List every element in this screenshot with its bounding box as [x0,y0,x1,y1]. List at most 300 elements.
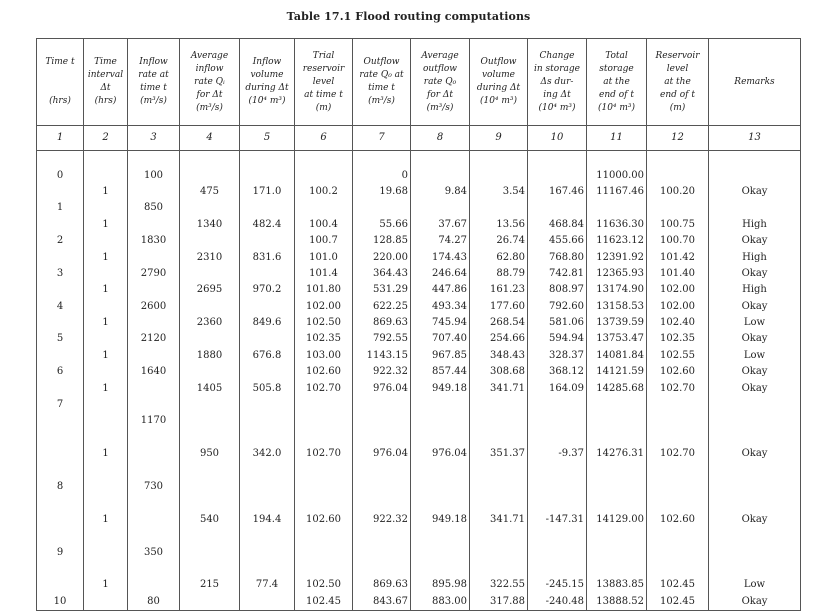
table-cell [128,282,180,298]
table-cell: 351.37 [470,446,528,462]
table-cell: 102.70 [647,380,709,396]
table-cell [587,200,647,216]
table-cell [528,495,587,511]
table-cell: 13.56 [470,217,528,233]
column-number: 11 [587,126,647,151]
table-cell: Okay [709,184,801,200]
column-header-line: (m³/s) [426,102,454,113]
column-header [587,39,647,126]
table-cell [84,594,128,611]
table-cell [647,430,709,446]
column-header-line: level [312,76,335,87]
table-cell [470,151,528,168]
table-cell: 350 [128,544,180,560]
table-row [37,200,801,216]
table-cell [240,299,295,315]
column-header-line [39,69,81,82]
table-cell: 2360 [180,315,240,331]
table-cell: 1 [84,315,128,331]
table-cell: 676.8 [240,348,295,364]
table-row [37,364,801,380]
table-cell [128,151,180,168]
table-cell [587,479,647,495]
table-cell [240,331,295,347]
column-header-line: end of t [599,89,634,100]
table-cell: 949.18 [411,512,470,528]
table-cell: 167.46 [528,184,587,200]
table-cell [587,561,647,577]
table-cell: 730 [128,479,180,495]
table-cell: 102.35 [647,331,709,347]
column-header [353,39,411,126]
table-cell [353,495,411,511]
table-cell: 13158.53 [587,299,647,315]
table-cell: 831.6 [240,249,295,265]
table-cell [240,151,295,168]
table-cell [353,462,411,478]
table-cell [180,200,240,216]
table-cell: 707.40 [411,331,470,347]
table-cell: 14129.00 [587,512,647,528]
table-cell [128,315,180,331]
table-cell: 455.66 [528,233,587,249]
table-cell [37,446,84,462]
table-cell [470,167,528,183]
table-cell [528,561,587,577]
table-cell [295,544,353,560]
table-cell [180,413,240,429]
column-header-line: volume [481,70,516,80]
table-cell [37,249,84,265]
table-cell: 493.34 [411,299,470,315]
table-cell [180,479,240,495]
table-row [37,544,801,560]
table-cell [180,430,240,446]
column-header [128,39,180,126]
table-cell: 246.64 [411,266,470,282]
table-cell: 9.84 [411,184,470,200]
table-cell: Okay [709,446,801,462]
table-cell [128,462,180,478]
table-cell [240,528,295,544]
table-cell: 976.04 [353,380,411,396]
table-cell [587,495,647,511]
table-cell [84,364,128,380]
table-cell: 102.55 [647,348,709,364]
table-cell [84,331,128,347]
table-cell [587,528,647,544]
table-cell: 808.97 [528,282,587,298]
table-cell: 11167.46 [587,184,647,200]
column-header [84,39,128,126]
table-cell [528,397,587,413]
table-cell [353,397,411,413]
table-cell [180,331,240,347]
column-header-line: outflow [423,63,457,74]
table-cell: 850 [128,200,180,216]
table-cell [180,167,240,183]
table-cell: 77.4 [240,577,295,593]
table-cell: 171.0 [240,184,295,200]
table-cell [411,528,470,544]
table-cell [470,200,528,216]
table-cell [295,167,353,183]
table-cell: 161.23 [470,282,528,298]
table-cell [647,462,709,478]
table-row [37,380,801,396]
table-cell: 7 [37,397,84,413]
table-cell [240,594,295,611]
table-cell [240,479,295,495]
table-cell [37,184,84,200]
table-cell: Okay [709,512,801,528]
table-cell: 849.6 [240,315,295,331]
table-cell: 102.70 [295,380,353,396]
table-cell [528,413,587,429]
table-cell [587,462,647,478]
table-cell: 1 [84,184,128,200]
table-cell [84,200,128,216]
table-cell [353,479,411,495]
table-cell: 1 [84,282,128,298]
table-cell: 10 [37,594,84,611]
column-header-line: Time t [45,57,75,67]
column-header-line: (hrs) [94,96,117,106]
table-cell [528,167,587,183]
column-header-line: for Δt [426,89,454,100]
table-cell [240,430,295,446]
table-cell [180,495,240,511]
column-number: 12 [647,126,709,151]
table-cell [587,544,647,560]
column-header-line: rate Q₀ [423,76,457,87]
table-cell: -9.37 [528,446,587,462]
table-cell: 26.74 [470,233,528,249]
table-cell: 869.63 [353,577,411,593]
table-cell [37,348,84,364]
table-cell [128,397,180,413]
table-cell [37,577,84,593]
table-cell: 745.94 [411,315,470,331]
table-cell [647,167,709,183]
table-cell: 14285.68 [587,380,647,396]
table-cell [709,495,801,511]
table-cell [84,151,128,168]
table-cell [353,528,411,544]
column-number: 7 [353,126,411,151]
column-header-line: (m³/s) [196,102,223,113]
column-header-line: (10⁴ m³) [479,96,518,106]
table-row [37,217,801,233]
table-cell [470,528,528,544]
table-cell [128,512,180,528]
table-cell: 317.88 [470,594,528,611]
table-cell: 857.44 [411,364,470,380]
table-cell [295,413,353,429]
table-cell [84,479,128,495]
column-number: 13 [709,126,801,151]
flood-routing-table [36,38,801,611]
column-header-line: (m³/s) [368,96,395,106]
table-row [37,528,801,544]
table-cell [240,561,295,577]
column-number: 1 [37,126,84,151]
table-cell: 101.80 [295,282,353,298]
column-header-line: for Δt [196,89,223,100]
table-cell: 102.70 [647,446,709,462]
table-cell: 74.27 [411,233,470,249]
table-cell [37,217,84,233]
table-cell: 102.00 [647,299,709,315]
table-cell: 62.80 [470,249,528,265]
table-cell: 2 [37,233,84,249]
table-cell: 1340 [180,217,240,233]
table-cell [240,266,295,282]
column-number: 6 [295,126,353,151]
table-cell: 895.98 [411,577,470,593]
table-cell [295,462,353,478]
table-cell: 976.04 [411,446,470,462]
table-cell [587,430,647,446]
table-cell [647,528,709,544]
column-header-line: Time [94,57,117,67]
table-cell: 342.0 [240,446,295,462]
column-header-line: Total [605,50,628,61]
table-cell: 768.80 [528,249,587,265]
table-row [37,151,801,168]
table-cell: High [709,217,801,233]
table-cell: 102.60 [295,364,353,380]
table-cell: 348.43 [470,348,528,364]
table-cell: Okay [709,594,801,611]
table-cell [128,380,180,396]
table-cell: 102.45 [647,577,709,593]
table-cell: 1170 [128,413,180,429]
table-cell: 475 [180,184,240,200]
table-cell: 581.06 [528,315,587,331]
table-cell: 505.8 [240,380,295,396]
column-header-line: during Δt [245,83,289,93]
table-row [37,495,801,511]
table-cell: 102.40 [647,315,709,331]
table-cell [37,413,84,429]
table-cell: 468.84 [528,217,587,233]
table-row [37,299,801,315]
table-cell: 11000.00 [587,167,647,183]
table-cell: Okay [709,266,801,282]
table-cell [180,364,240,380]
table-cell: 3.54 [470,184,528,200]
table-cell [647,413,709,429]
table-cell: 102.45 [647,594,709,611]
table-cell: 177.60 [470,299,528,315]
column-header-line: time t [368,83,395,93]
table-cell [411,397,470,413]
table-cell: 1 [84,217,128,233]
table-cell [709,528,801,544]
table-cell: 531.29 [353,282,411,298]
table-cell [240,200,295,216]
table-cell: 254.66 [470,331,528,347]
table-cell [528,528,587,544]
column-header-line: at time t [304,89,343,100]
column-header-line: storage [599,63,634,74]
table-cell: 1 [84,249,128,265]
column-number: 9 [470,126,528,151]
table-cell: 1 [84,512,128,528]
table-cell: 950 [180,446,240,462]
column-header-line: rate Qᵢ [194,76,225,87]
table-cell: -147.31 [528,512,587,528]
column-header-line: Δt [100,83,111,93]
table-row [37,397,801,413]
table-cell [37,462,84,478]
table-cell: 194.4 [240,512,295,528]
table-cell: 967.85 [411,348,470,364]
table-cell: 11623.12 [587,233,647,249]
table-row [37,331,801,347]
table-cell [84,528,128,544]
table-cell: 128.85 [353,233,411,249]
table-cell: 101.4 [295,266,353,282]
table-cell [411,200,470,216]
table-cell: 13888.52 [587,594,647,611]
table-cell [84,397,128,413]
table-cell: Okay [709,380,801,396]
column-number: 10 [528,126,587,151]
table-row [37,462,801,478]
column-header-line: Inflow [252,57,282,67]
table-cell: 13883.85 [587,577,647,593]
table-cell: 5 [37,331,84,347]
table-cell [528,462,587,478]
column-header-line: (m) [315,102,332,113]
column-header [180,39,240,126]
table-cell [240,233,295,249]
column-number: 8 [411,126,470,151]
table-cell [470,561,528,577]
table-cell: Okay [709,364,801,380]
table-cell: 101.40 [647,266,709,282]
column-header-line [39,82,81,95]
table-cell: 102.70 [295,446,353,462]
table-cell: Okay [709,331,801,347]
table-cell: 3 [37,266,84,282]
table-cell [295,561,353,577]
table-cell: 328.37 [528,348,587,364]
table-cell: 100 [128,167,180,183]
table-cell [240,397,295,413]
table-cell: 1 [84,577,128,593]
table-cell [84,167,128,183]
table-cell: 742.81 [528,266,587,282]
table-cell: 1830 [128,233,180,249]
table-cell: 100.7 [295,233,353,249]
table-cell: 8 [37,479,84,495]
table-cell [180,561,240,577]
table-cell [240,364,295,380]
table-cell: 88.79 [470,266,528,282]
column-header-line: Δs dur- [540,76,574,87]
table-cell [180,151,240,168]
table-cell [37,528,84,544]
table-cell: 0 [353,167,411,183]
table-cell [37,315,84,331]
table-cell [128,577,180,593]
table-cell: 447.86 [411,282,470,298]
table-cell: 843.67 [353,594,411,611]
column-header-line: Inflow [139,57,168,67]
column-header-line: rate Q₀ at [359,70,404,80]
table-cell: 308.68 [470,364,528,380]
table-cell [411,561,470,577]
table-cell [353,151,411,168]
table-cell: 2310 [180,249,240,265]
table-cell: 102.00 [647,282,709,298]
table-row [37,184,801,200]
table-cell: 1640 [128,364,180,380]
table-cell: 341.71 [470,380,528,396]
table-row [37,561,801,577]
table-cell: 4 [37,299,84,315]
column-number: 3 [128,126,180,151]
table-cell [709,462,801,478]
table-cell: 102.50 [295,577,353,593]
table-cell [709,413,801,429]
table-cell [128,561,180,577]
table-cell: 14081.84 [587,348,647,364]
table-cell: 100.20 [647,184,709,200]
column-header-line: Outflow [363,57,400,67]
table-cell [709,479,801,495]
table-cell [37,380,84,396]
column-header-line: Outflow [480,57,517,67]
table-cell [470,462,528,478]
table-cell [709,200,801,216]
table-cell [128,184,180,200]
table-cell [84,266,128,282]
table-cell: 594.94 [528,331,587,347]
table-cell [353,561,411,577]
table-cell [180,233,240,249]
table-cell [180,594,240,611]
table-cell [411,495,470,511]
table-cell [295,200,353,216]
table-cell [647,200,709,216]
column-header-line: interval [87,70,124,80]
table-cell: High [709,282,801,298]
table-cell [411,413,470,429]
column-header [295,39,353,126]
column-header-line: Change [539,50,575,61]
table-cell: 102.60 [647,512,709,528]
column-header-line: Remarks [734,76,775,87]
table-cell [470,413,528,429]
table-cell: 364.43 [353,266,411,282]
table-cell: 792.55 [353,331,411,347]
table-cell: 100.4 [295,217,353,233]
table-cell [295,151,353,168]
column-number: 4 [180,126,240,151]
table-cell: 100.2 [295,184,353,200]
column-number: 5 [240,126,295,151]
table-cell: 792.60 [528,299,587,315]
table-cell [295,495,353,511]
table-cell [128,348,180,364]
column-header-line: (10⁴ m³) [597,102,636,113]
table-cell [647,544,709,560]
table-cell [587,413,647,429]
